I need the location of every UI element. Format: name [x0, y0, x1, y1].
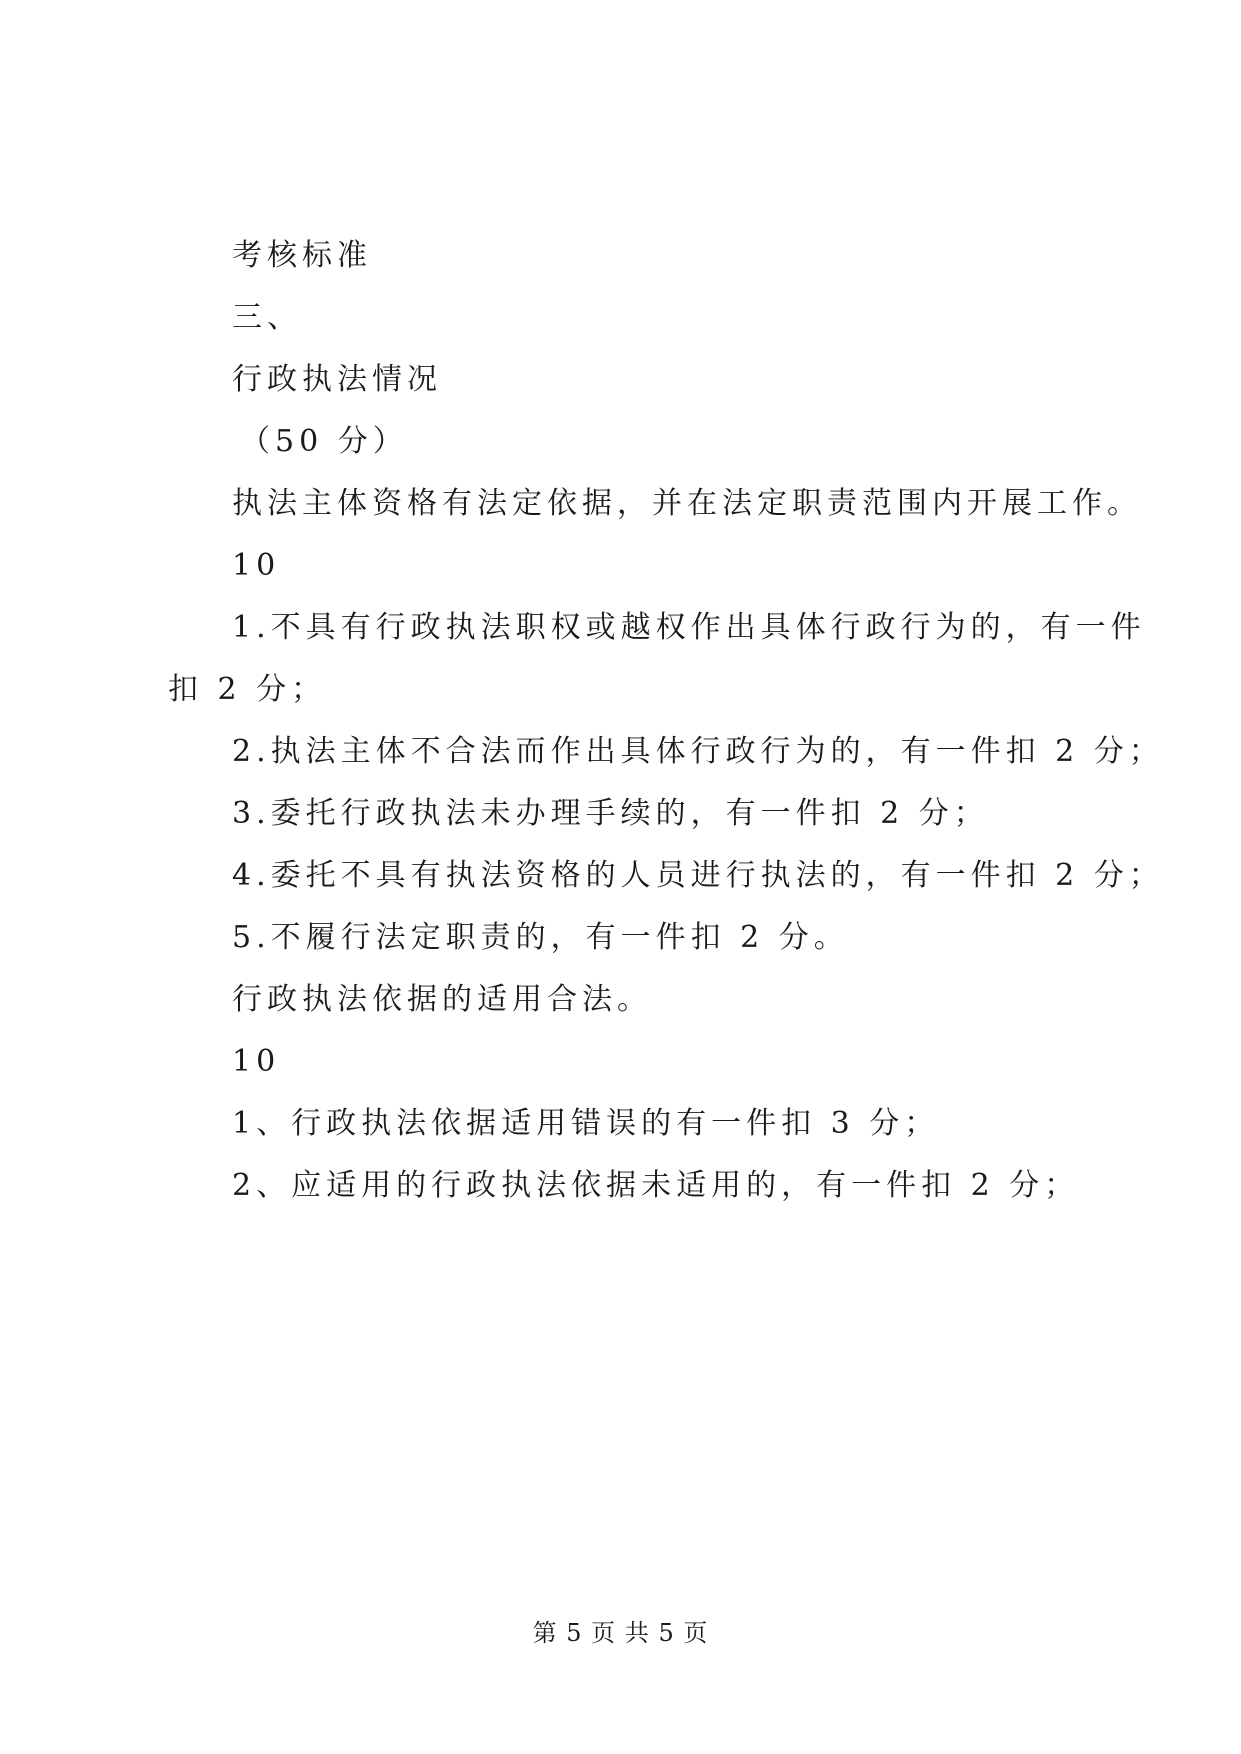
item1-score: 10: [232, 548, 281, 583]
section-number: 三、: [232, 300, 302, 335]
item1-criterion-5: 5.不履行法定职责的，有一件扣 2 分。: [232, 920, 849, 955]
item1-criterion-4: 4.委托不具有执法资格的人员进行执法的，有一件扣 2 分；: [232, 858, 1164, 893]
item1-criterion-2: 2.执法主体不合法而作出具体行政行为的，有一件扣 2 分；: [232, 734, 1164, 769]
section-score: （50 分）: [240, 424, 408, 459]
item1-criterion-1-continued: 扣 2 分；: [168, 672, 327, 707]
item2-requirement: 行政执法依据的适用合法。: [232, 982, 652, 1017]
item2-criterion-1: 1、行政执法依据适用错误的有一件扣 3 分；: [232, 1106, 940, 1141]
section-title: 行政执法情况: [232, 362, 442, 397]
item1-requirement: 执法主体资格有法定依据，并在法定职责范围内开展工作。: [232, 486, 1142, 521]
heading: 考核标准: [232, 238, 372, 273]
item1-criterion-3: 3.委托行政执法未办理手续的，有一件扣 2 分；: [232, 796, 989, 831]
item1-criterion-1: 1.不具有行政执法职权或越权作出具体行政行为的，有一件: [232, 610, 1146, 645]
item2-score: 10: [232, 1044, 281, 1079]
page-footer: 第 5 页 共 5 页: [532, 1619, 709, 1647]
item2-criterion-2: 2、应适用的行政执法依据未适用的，有一件扣 2 分；: [232, 1168, 1080, 1203]
